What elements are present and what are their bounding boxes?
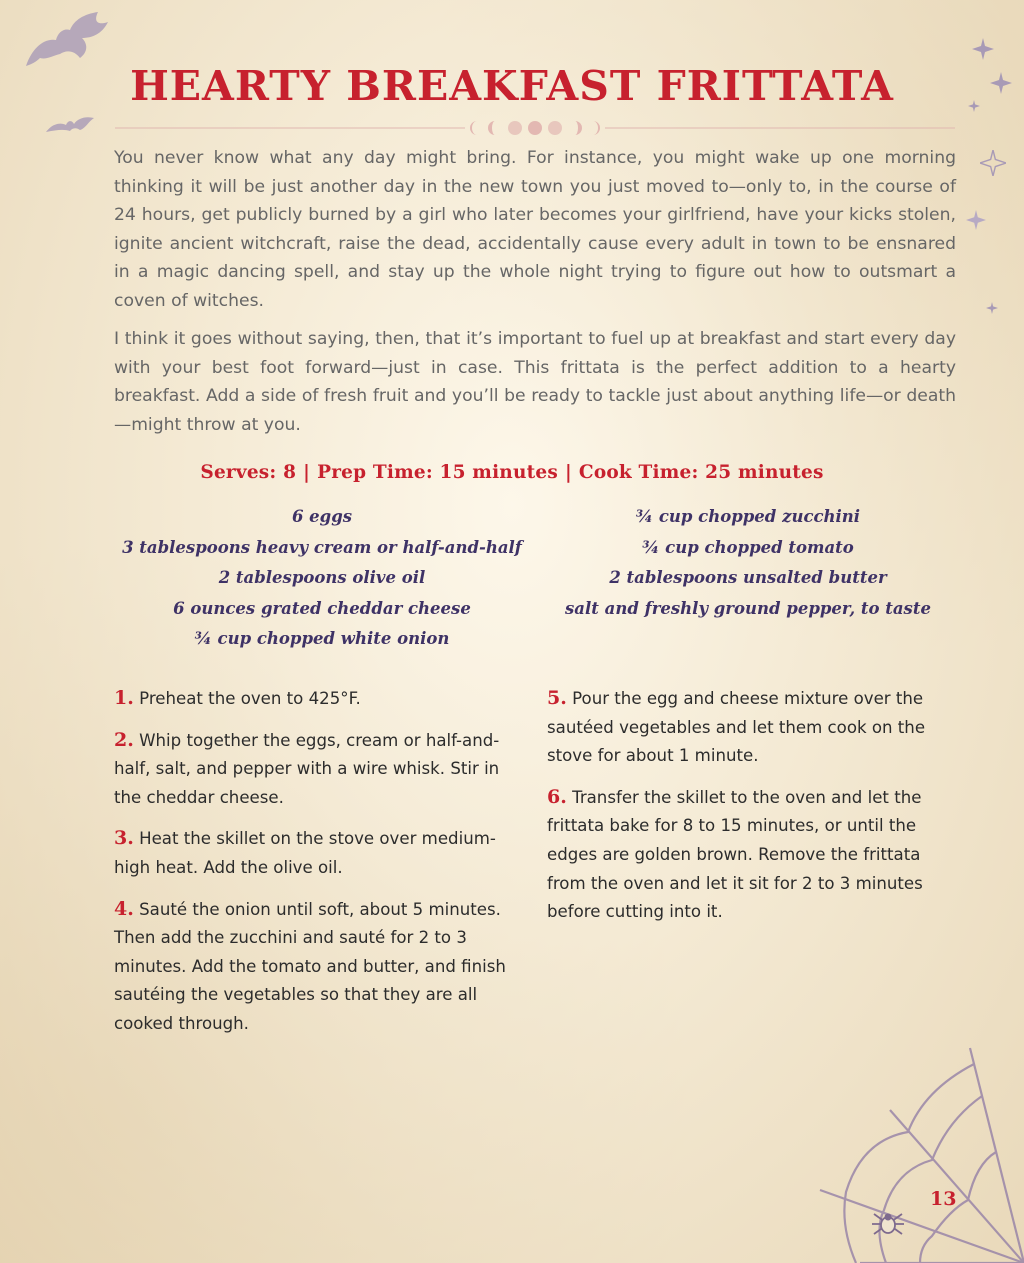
meta-separator: |	[303, 462, 311, 483]
ingredient-item: 6 ounces grated cheddar cheese	[173, 598, 471, 618]
intro-paragraph: I think it goes without saying, then, that it’s important to fuel up at breakfast and start every day with your best foot forward—just in case. This frittata is the perfect addition to a hearty breakfast. Add a side of fresh fruit and you’ll be ready to tackle just about anything life—or death—might throw at you.	[114, 329, 956, 435]
ingredient-item: 3 tablespoons heavy cream or half-and-half	[122, 537, 522, 557]
page-title: HEARTY BREAKFAST FRITTATA	[130, 62, 894, 110]
step-number: 5.	[547, 687, 567, 709]
step-text: Whip together the eggs, cream or half-and-half, salt, and pepper with a wire whisk. Stir in the cheddar cheese.	[114, 730, 500, 807]
intro-text	[114, 144, 956, 449]
step-item	[114, 684, 524, 714]
steps-column-right	[547, 684, 947, 939]
ingredients-list-right	[548, 502, 948, 624]
star-icon	[966, 210, 986, 230]
step-item	[547, 783, 947, 927]
star-icon	[972, 38, 994, 60]
ingredients-list-left	[122, 502, 522, 655]
step-text: Pour the egg and cheese mixture over the sautéed vegetables and let them cook on the stove for about 1 minute.	[547, 689, 926, 766]
step-item	[547, 684, 947, 771]
step-text: Sauté the onion until soft, about 5 minutes. Then add the zucchini and sauté for 2 to 3 minutes. Add the tomato and butter, and finish sautéing the vegetables so that they are all cooked through.	[114, 899, 506, 1033]
step-item	[114, 726, 524, 813]
step-number: 6.	[547, 785, 567, 808]
ingredient-item: ¾ cup chopped zucchini	[635, 507, 861, 526]
step-text: Transfer the skillet to the oven and let the frittata bake for 8 to 15 minutes, or until the edges are golden brown. Remove the frittata from the oven and let it sit for 2 to 3 minutes before cutting into it.	[547, 787, 923, 922]
star-icon	[986, 302, 998, 314]
recipe-meta	[0, 462, 1024, 483]
meta-separator: |	[564, 462, 572, 483]
ingredient-item: 2 tablespoons olive oil	[218, 568, 426, 587]
ingredient-item: salt and freshly ground pepper, to taste	[565, 598, 931, 618]
spider-icon	[868, 1204, 908, 1244]
cook-time-label: Cook Time: 25 minutes	[578, 462, 824, 483]
step-number: 1.	[114, 687, 134, 709]
step-number: 4.	[114, 897, 134, 920]
step-text: Heat the skillet on the stove over medium-high heat. Add the olive oil.	[114, 829, 496, 877]
ingredient-item: ¾ cup chopped tomato	[642, 537, 854, 557]
ingredient-item: 6 eggs	[291, 507, 353, 526]
ingredient-item: 2 tablespoons unsalted butter	[609, 568, 887, 587]
ingredient-item: ¾ cup chopped white onion	[194, 629, 450, 648]
intro-paragraph: You never know what any day might bring. For instance, you might wake up one morning thinking it will be just another day in the new town you just moved to—only to, in the course of 24 hours, get publicly burned by a girl who later becomes your girlfriend, have your kicks stolen, ignite ancient witchcraft, raise the dead, accidentally cause every adult in town to be ensnared in a magic dancing spell, and stay up the whole night trying to figure out how to outsmart a coven of witches.	[114, 148, 956, 311]
spider-web-icon	[800, 1040, 1024, 1263]
step-number: 3.	[114, 827, 134, 850]
star-icon	[980, 150, 1006, 176]
prep-time-label: Prep Time: 15 minutes	[317, 462, 558, 483]
step-text: Preheat the oven to 425°F.	[139, 689, 361, 708]
page-number: 13	[930, 1188, 957, 1210]
bat-icon	[44, 112, 96, 136]
serves-label: Serves: 8	[200, 462, 297, 483]
step-number: 2.	[114, 728, 134, 751]
moon-phases-divider	[115, 118, 955, 138]
step-item	[114, 824, 524, 882]
bat-icon	[22, 8, 114, 70]
step-item	[114, 895, 524, 1039]
steps-column-left	[114, 684, 524, 1051]
